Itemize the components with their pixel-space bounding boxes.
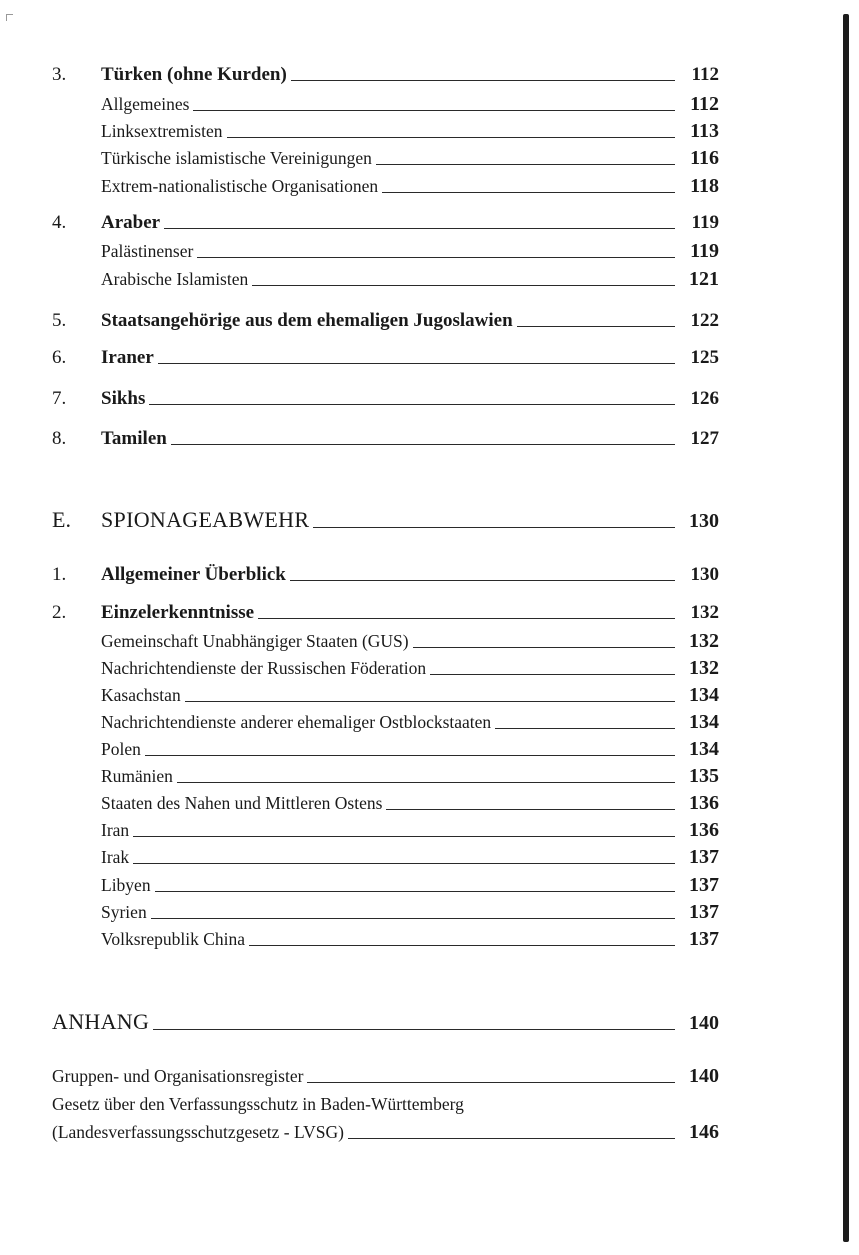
toc-page-number: 137 [689, 901, 719, 923]
toc-number: 8. [52, 428, 67, 449]
toc-entry-lvsg[interactable] [52, 1121, 719, 1144]
dot-leader [291, 80, 675, 81]
dot-leader [258, 618, 675, 619]
toc-page-number: 118 [690, 175, 719, 197]
toc-title: Staatsangehörige aus dem ehemaligen Jugoslawien [101, 310, 513, 331]
dot-leader [185, 701, 675, 702]
toc-entry-libyen[interactable] [101, 874, 719, 897]
toc-entry-organisationsregister[interactable] [52, 1065, 719, 1088]
toc-title: Irak [101, 847, 130, 867]
dot-leader [227, 137, 675, 138]
toc-number: 4. [52, 212, 67, 233]
dot-leader [430, 674, 675, 675]
dot-leader [133, 863, 675, 864]
toc-title: Staaten des Nahen und Mittleren Ostens [101, 793, 383, 813]
toc-section-tamilen[interactable] [52, 428, 719, 450]
dot-leader [307, 1082, 675, 1083]
toc-page-number: 132 [689, 657, 719, 679]
toc-title: ANHANG [52, 1009, 150, 1034]
toc-section-einzelerkenntnisse[interactable] [52, 602, 719, 624]
toc-title: Einzelerkenntnisse [101, 602, 255, 623]
toc-page-number: 132 [690, 602, 719, 623]
dot-leader [348, 1138, 675, 1139]
toc-title: Iran [101, 820, 130, 840]
toc-number: 3. [52, 64, 67, 85]
toc-section-iraner[interactable] [52, 347, 719, 369]
toc-number: 2. [52, 602, 67, 623]
toc-page-number: 140 [689, 1012, 719, 1034]
toc-entry-ostblockstaaten[interactable] [101, 711, 719, 734]
toc-title: Syrien [101, 902, 147, 922]
toc-page-number: 136 [689, 792, 719, 814]
page-binding-edge [843, 14, 849, 1242]
toc-title: Gruppen- und Organisationsregister [52, 1066, 304, 1086]
toc-page-number: 137 [689, 846, 719, 868]
toc-entry-nahost[interactable] [101, 792, 719, 815]
toc-number: E. [52, 507, 71, 532]
toc-title: (Landesverfassungsschutzgesetz - LVSG) [52, 1122, 344, 1142]
dot-leader [249, 945, 675, 946]
dot-leader [193, 110, 675, 111]
toc-number: 5. [52, 310, 67, 331]
toc-title: Iraner [101, 347, 154, 368]
toc-page-number: 126 [690, 388, 719, 409]
toc-title: Kasachstan [101, 685, 181, 705]
dot-leader [177, 782, 675, 783]
toc-page-number: 134 [689, 711, 719, 733]
toc-entry-lvsg-line1[interactable]: Gesetz über den Verfassungsschutz in Baden-Württemberg [52, 1094, 464, 1114]
toc-title: Nachrichtendienste der Russischen Föderation [101, 658, 427, 678]
toc-page-number: 127 [690, 428, 719, 449]
toc-section-ueberblick[interactable] [52, 564, 719, 586]
dot-leader [290, 580, 675, 581]
toc-title: Rumänien [101, 766, 173, 786]
toc-page-number: 122 [690, 310, 719, 331]
toc-chapter-anhang[interactable] [52, 1009, 719, 1035]
dot-leader [145, 755, 675, 756]
toc-page-number: 130 [689, 510, 719, 532]
toc-title: SPIONAGEABWEHR [101, 507, 310, 532]
toc-page-number: 136 [689, 819, 719, 841]
toc-entry-kasachstan[interactable] [101, 684, 719, 707]
toc-number: 7. [52, 388, 67, 409]
toc-page-number: 119 [690, 240, 719, 262]
toc-number: 6. [52, 347, 67, 368]
dot-leader [252, 285, 675, 286]
toc-page-number: 134 [689, 684, 719, 706]
toc-title: Allgemeiner Überblick [101, 564, 286, 585]
toc-number: 1. [52, 564, 67, 585]
toc-entry-polen[interactable] [101, 738, 719, 761]
toc-title: Linksextremisten [101, 121, 223, 141]
toc-title: Türken (ohne Kurden) [101, 64, 287, 85]
toc-title: Gemeinschaft Unabhängiger Staaten (GUS) [101, 631, 409, 651]
dot-leader [158, 363, 675, 364]
toc-title: Volksrepublik China [101, 929, 246, 949]
toc-entry-syrien[interactable] [101, 901, 719, 924]
toc-section-araber[interactable] [52, 212, 719, 234]
toc-page-number: 137 [689, 928, 719, 950]
toc-section-sikhs[interactable] [52, 388, 719, 410]
dot-leader [155, 891, 675, 892]
toc-title: Extrem-nationalistische Organisationen [101, 176, 379, 196]
dot-leader [164, 228, 675, 229]
toc-title: Allgemeines [101, 94, 190, 114]
toc-title: Arabische Islamisten [101, 269, 249, 289]
toc-section-jugoslawien[interactable] [52, 310, 719, 332]
dot-leader [386, 809, 675, 810]
toc-entry-russische-foederation[interactable] [101, 657, 719, 680]
toc-entry-arabische-islamisten[interactable] [101, 268, 719, 291]
scan-corner-mark [6, 14, 13, 21]
toc-title: Polen [101, 739, 141, 759]
dot-leader [495, 728, 675, 729]
toc-page-number: 130 [690, 564, 719, 585]
dot-leader [413, 647, 675, 648]
toc-title: Tamilen [101, 428, 167, 449]
toc-page-number: 112 [690, 93, 719, 115]
toc-title: Sikhs [101, 388, 146, 409]
toc-page-number: 135 [689, 765, 719, 787]
toc-page-number: 112 [691, 64, 719, 85]
toc-entry-allgemeines[interactable] [101, 93, 719, 116]
toc-page-number: 140 [689, 1065, 719, 1087]
toc-entry-volksrepublik-china[interactable] [101, 928, 719, 951]
toc-page-number: 121 [689, 268, 719, 290]
dot-leader [133, 836, 675, 837]
toc-entry-irak[interactable] [101, 846, 719, 869]
dot-leader [153, 1029, 675, 1030]
toc-entry-palaestinenser[interactable] [101, 240, 719, 263]
toc-page-number: 132 [689, 630, 719, 652]
toc-entry-linksextremisten[interactable] [101, 120, 719, 143]
toc-page-number: 134 [689, 738, 719, 760]
toc-title: Nachrichtendienste anderer ehemaliger Ostblockstaaten [101, 712, 492, 732]
toc-page-number: 125 [690, 347, 719, 368]
toc-page-number: 113 [690, 120, 719, 142]
dot-leader [517, 326, 675, 327]
toc-page-number: 146 [689, 1121, 719, 1143]
dot-leader [382, 192, 675, 193]
dot-leader [376, 164, 675, 165]
toc-title: Palästinenser [101, 241, 194, 261]
dot-leader [197, 257, 675, 258]
toc-entry-iran[interactable] [101, 819, 719, 842]
toc-entry-rumaenien[interactable] [101, 765, 719, 788]
toc-page-number: 137 [689, 874, 719, 896]
toc-entry-extrem-nationalistische[interactable] [101, 175, 719, 198]
dot-leader [171, 444, 675, 445]
dot-leader [151, 918, 675, 919]
toc-page-number: 116 [690, 147, 719, 169]
toc-page-number: 119 [691, 212, 719, 233]
toc-title: Araber [101, 212, 161, 233]
toc-chapter-spionageabwehr[interactable] [52, 507, 719, 533]
toc-title: Libyen [101, 875, 151, 895]
toc-title: Türkische islamistische Vereinigungen [101, 148, 372, 168]
dot-leader [313, 527, 675, 528]
toc-entry-gus[interactable] [101, 630, 719, 653]
toc-section-tuerken[interactable] [52, 64, 719, 86]
dot-leader [149, 404, 675, 405]
toc-entry-tuerkische-islamisten[interactable] [101, 147, 719, 170]
